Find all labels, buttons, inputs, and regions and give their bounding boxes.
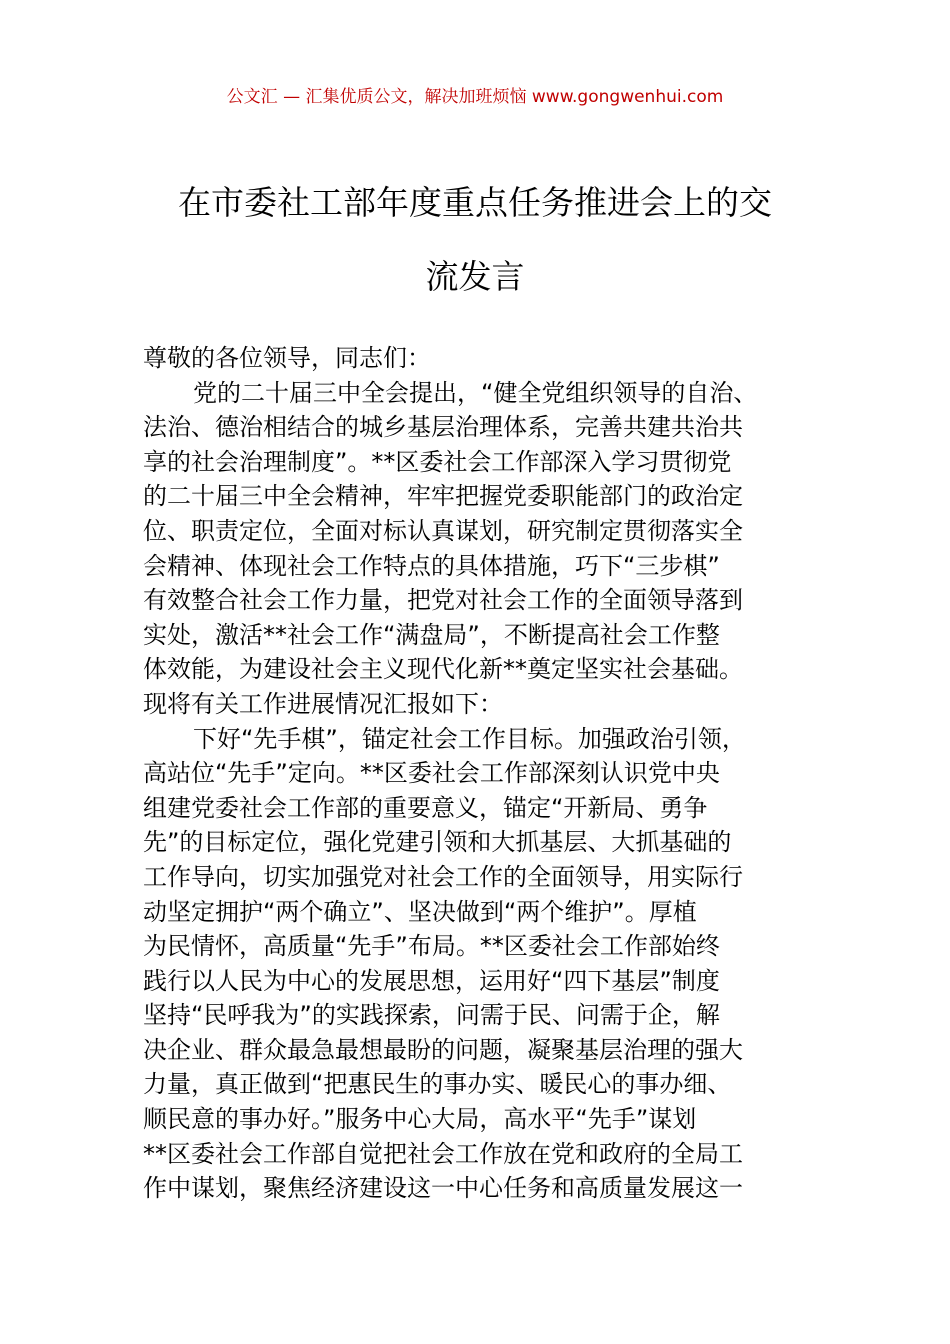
document-title xyxy=(120,166,830,314)
paragraph-2-line: **区委社会工作部自觉把社会工作放在党和政府的全局工 xyxy=(143,1139,743,1168)
paragraph-1-line: 实处，激活**社会工作“满盘局”，不断提高社会工作整 xyxy=(143,620,720,649)
paragraph-2-line: 先”的目标定位，强化党建引领和大抓基层、大抓基础的 xyxy=(143,828,732,857)
salutation: 尊敬的各位领导，同志们： xyxy=(143,344,431,372)
paragraph-2-line: 力量，真正做到“把惠民生的事办实、暖民心的事办细、 xyxy=(143,1070,732,1099)
paragraph-1-line: 有效整合社会工作力量，把党对社会工作的全面领导落到 xyxy=(143,586,743,615)
paragraph-1-line: 享的社会治理制度”。**区委社会工作部深入学习贯彻党 xyxy=(143,447,732,476)
paragraph-1-line: 会精神、体现社会工作特点的具体措施，巧下“三步棋” xyxy=(143,551,720,580)
document-body xyxy=(143,341,843,1206)
paragraph-2-line: 顺民意的事办好。”服务中心大局，高水平“先手”谋划 xyxy=(143,1105,697,1134)
paragraph-1-line: 位、职责定位，全面对标认真谋划，研究制定贯彻落实全 xyxy=(143,516,743,545)
paragraph-1-line: 的二十届三中全会精神，牢牢把握党委职能部门的政治定 xyxy=(143,482,743,511)
paragraph-1-line: 体效能，为建设社会主义现代化新**奠定坚实社会基础。 xyxy=(143,655,743,684)
paragraph-1-line: 现将有关工作进展情况汇报如下： xyxy=(143,689,503,718)
paragraph-2-line: 决企业、群众最急最想最盼的问题，凝聚基层治理的强大 xyxy=(143,1035,743,1064)
paragraph-2-line: 高站位“先手”定向。**区委社会工作部深刻认识党中央 xyxy=(143,759,720,788)
paragraph-2-line: 动坚定拥护“两个确立”、坚决做到“两个维护”。厚植 xyxy=(143,897,697,926)
paragraph-1-line: 党的二十届三中全会提出，“健全党组织领导的自治、 xyxy=(193,378,758,407)
paragraph-2-line: 下好“先手棋”，锚定社会工作目标。加强政治引领， xyxy=(193,724,746,753)
paragraph-2-line: 组建党委社会工作部的重要意义，锚定“开新局、勇争 xyxy=(143,793,708,822)
paragraph-2-line: 作中谋划，聚焦经济建设这一中心任务和高质量发展这一 xyxy=(143,1174,743,1203)
paragraph-2-line: 为民情怀，高质量“先手”布局。**区委社会工作部始终 xyxy=(143,932,720,961)
title-line-2: 流发言 xyxy=(425,257,525,296)
paragraph-1-line: 法治、德治相结合的城乡基层治理体系，完善共建共治共 xyxy=(143,413,743,442)
header-banner: 公文汇 — 汇集优质公文，解决加班烦恼 www.gongwenhui.com xyxy=(226,87,724,107)
paragraph-2-line: 践行以人民为中心的发展思想，运用好“四下基层”制度 xyxy=(143,966,720,995)
paragraph-2-line: 坚持“民呼我为”的实践探索，问需于民、问需于企，解 xyxy=(143,1001,720,1030)
title-line-1: 在市委社工部年度重点任务推进会上的交 xyxy=(178,183,772,222)
paragraph-2-line: 工作导向，切实加强党对社会工作的全面领导，用实际行 xyxy=(143,862,743,891)
